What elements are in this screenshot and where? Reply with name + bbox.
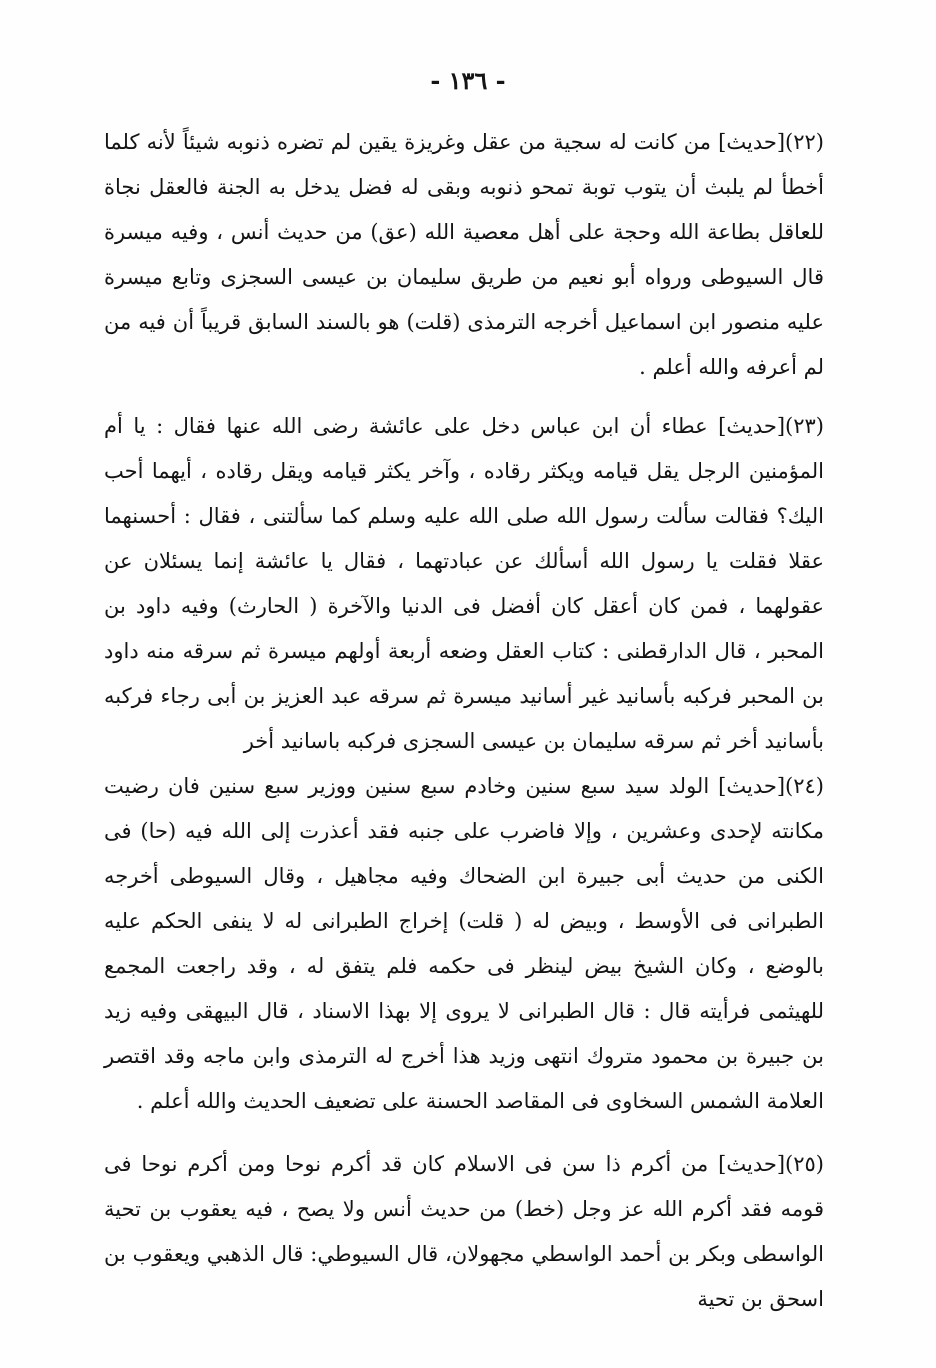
hadith-paragraph-25: (٢٥)[حديث] من أكرم ذا سن فى الاسلام كان قد أكرم نوحا ومن أكرم نوحا فى قومه فقد أكرم الله عز وجل (خط) من حديث أنس ولا يصح ، فيه يعقوب بن تحية الواسطى وبكر بن أحمد الواسطي مجهولان، قال السيوطي: قال الذهبي ويعقوب بن اسحق بن تحية bbox=[104, 1152, 824, 1311]
hadith-paragraph-24: (٢٤)[حديث] الولد سيد سبع سنين وخادم سبع سنين ووزير سبع سنين فان رضيت مكانته لإحدى وعشرين ، وإلا فاضرب على جنبه فقد أعذرت إلى الله فيه (حا) فى الكنى من حديث أبى جبيرة ابن الضحاك وفيه مجاهيل ، وقال السيوطى أخرجه الطبرانى فى الأوسط ، وبيض له ( قلت) إخراج الطبرانى له لا ينفى الحكم عليه بالوضع ، وكان الشيخ بيض لينظر فى حكمه فلم يتفق له ، وقد راجعت المجمع للهيثمى فرأيته قال : قال الطبرانى لا يروى إلا بهذا الاسناد ، قال البيهقى وفيه زيد بن جبيرة بن محمود متروك انتهى وزيد هذا أخرج له الترمذى وابن ماجه وقد اقتصر العلامة الشمس السخاوى فى المقاصد الحسنة على تضعيف الحديث والله أعلم . bbox=[104, 774, 824, 1113]
hadith-paragraph-22: (٢٢)[حديث] من كانت له سجية من عقل وغريزة يقين لم تضره ذنوبه شيئاً لأنه كلما أخطأ لم يلبث أن يتوب توبة تمحو ذنوبه وبقى له فضل يدخل به الجنة فالعقل نجاة للعاقل بطاعة الله وحجة على أهل معصية الله (عق) من حديث أنس ، وفيه ميسرة قال السيوطى ورواه أبو نعيم من طريق سليمان بن عيسى السجزى وتابع ميسرة عليه منصور ابن اسماعيل أخرجه الترمذى (قلت) هو بالسند السابق قريباً أن فيه من لم أعرفه والله أعلم . bbox=[104, 130, 824, 379]
page-number: - ١٣٦ - bbox=[430, 66, 506, 95]
hadith-paragraph-23: (٢٣)[حديث] عطاء أن ابن عباس دخل على عائشة رضى الله عنها فقال : يا أم المؤمنين الرجل يقل قيامه ويكثر رقاده ، وآخر يكثر قيامه ويقل رقاده ، أيهما أحب اليك؟ فقالت سألت رسول الله صلى الله عليه وسلم كما سألتنى ، فقال : أحسنهما عقلا فقلت يا رسول الله أسألك عن عبادتهما ، فقال يا عائشة إنما يسئلان عن عقولهما ، فمن كان أعقل كان أفضل فى الدنيا والآخرة ( الحارث) وفيه داود بن المحبر ، قال الدارقطنى : كتاب العقل وضعه أربعة أولهم ميسرة ثم سرقه منه داود بن المحبر فركبه بأسانيد غير أسانيد ميسرة ثم سرقه عبد العزيز بن أبى رجاء فركبه بأسانيد أخر ثم سرقه سليمان بن عيسى السجزى فركبه باسانيد أخر bbox=[104, 414, 824, 753]
